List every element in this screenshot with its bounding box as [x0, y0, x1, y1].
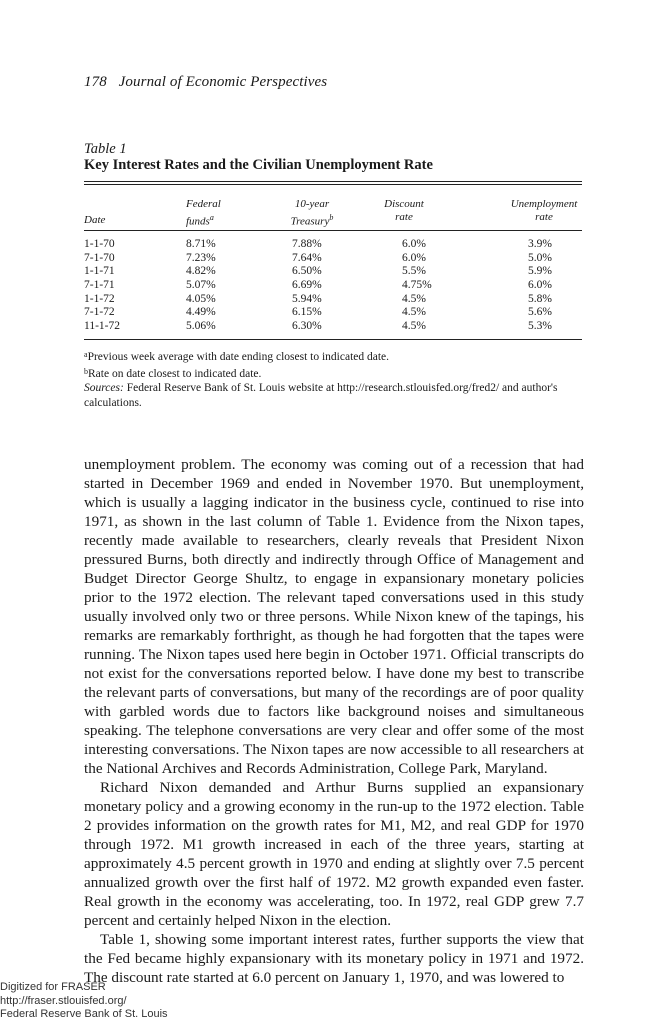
table-cell: 6.0%	[402, 238, 426, 250]
table-cell: 7-1-71	[84, 279, 115, 292]
table-cell: 4.5%	[402, 306, 426, 319]
note-b: $^b$Rate on date closest to indicated date.	[84, 366, 262, 380]
table-cell: 6.15%	[292, 306, 322, 319]
table-title: Key Interest Rates and the Civilian Unemployment Rate	[84, 157, 433, 173]
table-cell: 6.30%	[292, 320, 322, 333]
table-cell: 5.8%	[528, 292, 552, 305]
column-header-unemployment-rate: Unemployment rate	[510, 198, 578, 223]
digitization-footer	[0, 981, 168, 1022]
table-top-rule-second	[84, 184, 582, 185]
table-row	[84, 293, 582, 307]
table-cell: 4.49%	[186, 306, 216, 319]
footer-line-2: http://fraser.stlouisfed.org/	[0, 994, 127, 1007]
table-cell: 5.94%	[292, 292, 322, 305]
table-cell: 7.23%	[186, 251, 216, 264]
table-row	[84, 306, 582, 320]
table-cell: 4.82%	[186, 265, 216, 278]
table-label: Table 1	[84, 141, 127, 157]
note-sources: Sources: Federal Reserve Bank of St. Louis website at http://research.stlouisfed.org/fred2/ and author's calculations.	[84, 382, 558, 409]
table-cell: 5.06%	[186, 320, 216, 333]
table-row	[84, 279, 582, 293]
table-cell: 5.6%	[528, 306, 552, 319]
table-cell: 4.05%	[186, 292, 216, 305]
table-cell: 1-1-72	[84, 292, 115, 305]
footer-line-3: Federal Reserve Bank of St. Louis	[0, 1008, 168, 1020]
table-row	[84, 265, 582, 279]
paragraph: Richard Nixon demanded and Arthur Burns supplied an expansionary monetary policy and a growing economy in the run-up to the 1972 election. Table 2 provides information on the growth rates for M1, M2, and real GDP for 1970 through 1972. M1 growth increased in each of the three years, starting at approximately 4.5 percent growth in 1970 and ending at slightly over 7.5 percent annualized growth over the first half of 1972. M2 growth expanded even faster. Real growth in the economy was accelerating, too. In 1972, real GDP grew 7.7 percent and certainly helped Nixon in the election.	[84, 779, 584, 929]
table-cell: 6.0%	[402, 251, 426, 264]
table-cell: 4.75%	[402, 279, 432, 292]
table-cell: 6.0%	[528, 279, 552, 292]
table-top-rule	[84, 181, 582, 182]
table-row	[84, 252, 582, 266]
table-cell: 1-1-71	[84, 265, 115, 278]
note-a: $^a$Previous week average with date ending closest to indicated date.	[84, 350, 390, 363]
table-cell: 5.3%	[528, 320, 552, 333]
column-header-discount-rate: Discount rate	[384, 198, 424, 223]
table-row	[84, 320, 582, 334]
table-body	[84, 238, 582, 334]
paragraph: unemployment problem. The economy was coming out of a recession that had started in December 1969 and ended in November 1970. But unemployment, which is usually a lagging indicator in the business cycle, continued to rise into 1971, as shown in the last column of Table 1. Evidence from the Nixon tapes, recently made available to researchers, clearly reveals that President Nixon pressured Burns, both directly and indirectly through Office of Management and Budget Director George Shultz, to engage in expansionary monetary policies prior to the 1972 election. The relevant taped conversations used in this study usually involved only two or three persons. While Nixon knew of the tapings, his remarks are remarkably forthright, as though he had forgotten that the tapes were running. The Nixon tapes used here begin in October 1971. Official transcripts do not exist for the conversations reported below. I have done my best to transcribe the relevant parts of conversations, but many of the recordings are of poor quality with garbled words due to factors like background noises and simultaneous speaking. The telephone conversations are very clear and offer some of the most interesting conversations. The Nixon tapes are now accessible to all researchers at the National Archives and Records Administration, College Park, Maryland.	[84, 456, 584, 777]
table-cell: 7-1-72	[84, 306, 115, 319]
body-text	[84, 455, 584, 987]
table-cell: 7.64%	[292, 251, 322, 264]
table-cell: 5.9%	[528, 265, 552, 278]
footer-line-1: Digitized for FRASER	[0, 981, 106, 993]
table-cell: 11-1-72	[84, 320, 120, 333]
column-header-federal-funds: Federal funds$^a$	[186, 198, 221, 228]
table-cell: 5.5%	[402, 265, 426, 278]
table-cell: 8.71%	[186, 238, 216, 250]
table-header-rule	[84, 230, 582, 231]
table-bottom-rule	[84, 339, 582, 340]
table-cell: 5.0%	[528, 251, 552, 264]
table-cell: 6.69%	[292, 279, 322, 292]
journal-name: Journal of Economic Perspectives	[118, 74, 328, 90]
page-number: 178	[84, 74, 107, 90]
table-cell: 4.5%	[402, 292, 426, 305]
table-cell: 7.88%	[292, 238, 322, 250]
table-notes	[84, 348, 584, 410]
table-cell: 4.5%	[402, 320, 426, 333]
table-cell: 1-1-70	[84, 238, 115, 250]
column-header-date: Date	[84, 214, 106, 226]
table-cell: 7-1-70	[84, 251, 115, 264]
column-header-10-year-treasury: 10-year Treasury$^b$	[290, 198, 334, 228]
paragraph: Table 1, showing some important interest rates, further supports the view that the Fed became highly expansionary with its monetary policy in 1971 and 1972. The discount rate started at 6.0 percent on January 1, 1970, and was lowered to	[84, 931, 584, 986]
table-cell: 6.50%	[292, 265, 322, 278]
table-cell: 5.07%	[186, 279, 216, 292]
table-cell: 3.9%	[528, 238, 552, 250]
running-header	[84, 74, 327, 91]
table-row	[84, 238, 582, 252]
